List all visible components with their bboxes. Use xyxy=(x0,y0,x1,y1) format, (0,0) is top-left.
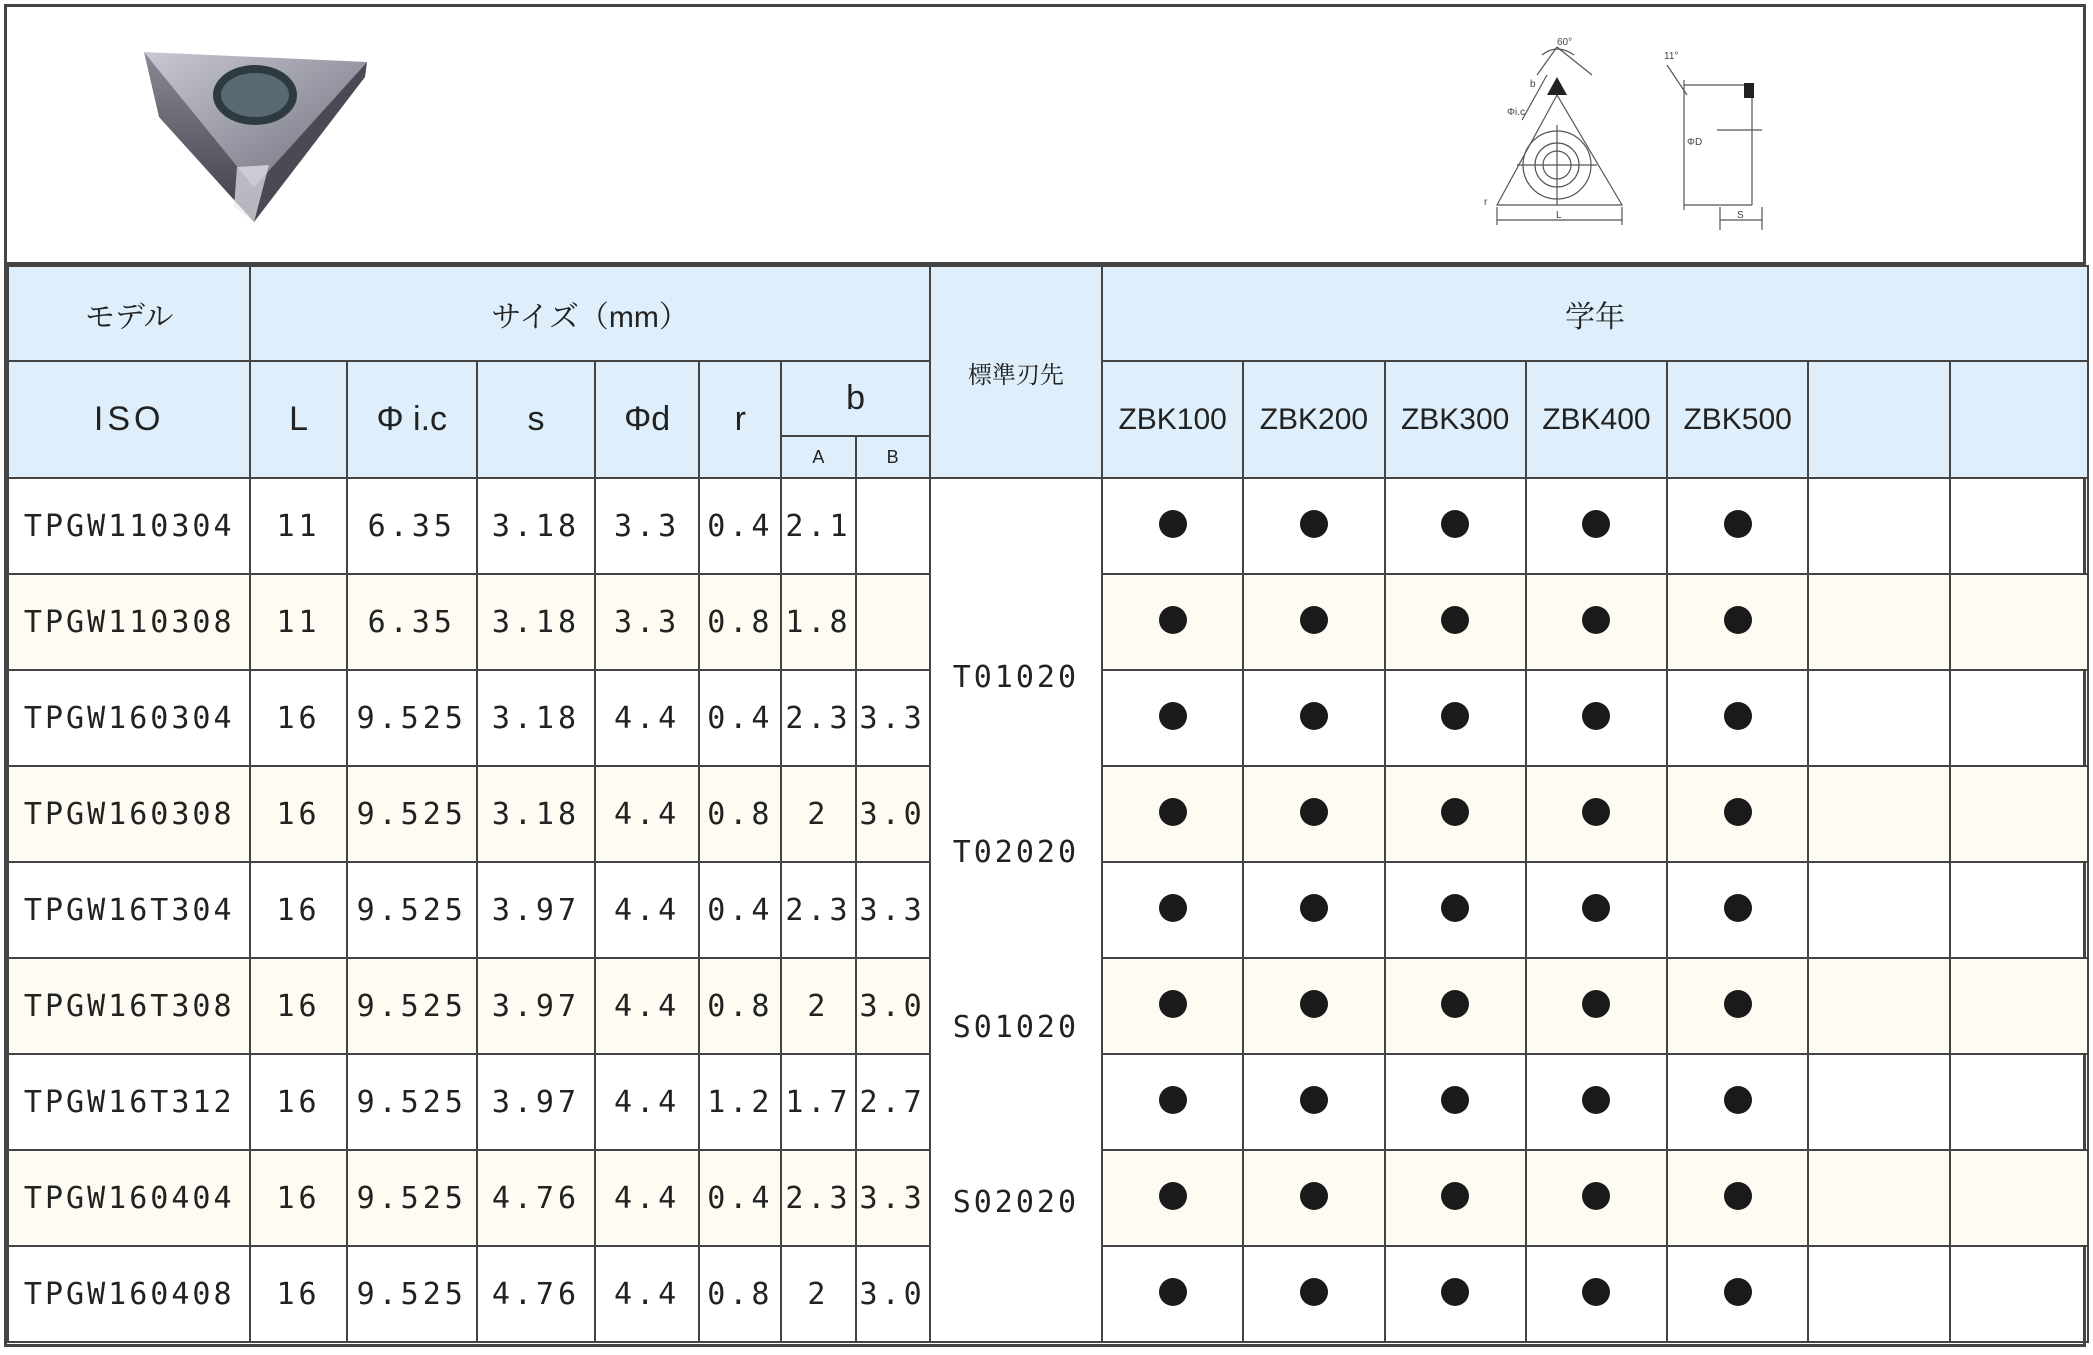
insert-photo-icon xyxy=(139,47,369,227)
r-cell: 0.8 xyxy=(699,958,781,1054)
grade-availability-cell xyxy=(1526,1150,1667,1246)
d-cell: 4.4 xyxy=(595,862,699,958)
s-cell: 3.97 xyxy=(477,1054,595,1150)
grade-availability-cell xyxy=(1243,958,1384,1054)
available-dot-icon xyxy=(1300,510,1328,538)
grade-col-header: ZBK400 xyxy=(1526,361,1667,478)
iso-cell: TPGW160404 xyxy=(8,1150,250,1246)
b-a-cell: 2.3 xyxy=(781,1150,855,1246)
available-dot-icon xyxy=(1582,1278,1610,1306)
standard-edge-header: 標準刃先 xyxy=(930,266,1102,478)
model-header: モデル xyxy=(8,266,250,361)
standard-edge-code: T01020 xyxy=(952,660,1080,695)
grade-availability-cell xyxy=(1526,766,1667,862)
available-dot-icon xyxy=(1441,1182,1469,1210)
available-dot-icon xyxy=(1300,702,1328,730)
grade-availability-cell xyxy=(1102,862,1243,958)
ic-cell: 9.525 xyxy=(347,1150,477,1246)
standard-edge-cell xyxy=(930,478,1102,1342)
available-dot-icon xyxy=(1724,1278,1752,1306)
available-dot-icon xyxy=(1300,1086,1328,1114)
iso-header: ISO xyxy=(8,361,250,478)
grade-col-header: ZBK500 xyxy=(1667,361,1808,478)
s-cell: 3.18 xyxy=(477,670,595,766)
available-dot-icon xyxy=(1300,606,1328,634)
d-cell: 4.4 xyxy=(595,670,699,766)
available-dot-icon xyxy=(1159,510,1187,538)
s-cell: 3.97 xyxy=(477,958,595,1054)
l-cell: 16 xyxy=(250,958,346,1054)
available-dot-icon xyxy=(1159,1182,1187,1210)
grade-header: 学年 xyxy=(1102,266,2088,361)
grade-availability-cell xyxy=(1526,1246,1667,1342)
b-b-header: B xyxy=(856,436,930,478)
grade-availability-cell xyxy=(1950,958,2088,1054)
grade-availability-cell xyxy=(1385,1054,1526,1150)
d-cell: 4.4 xyxy=(595,958,699,1054)
grade-availability-cell xyxy=(1102,766,1243,862)
available-dot-icon xyxy=(1582,990,1610,1018)
available-dot-icon xyxy=(1724,510,1752,538)
grade-availability-cell xyxy=(1950,670,2088,766)
grade-availability-cell xyxy=(1667,1246,1808,1342)
r-cell: 0.4 xyxy=(699,670,781,766)
available-dot-icon xyxy=(1582,1182,1610,1210)
available-dot-icon xyxy=(1300,1278,1328,1306)
s-cell: 4.76 xyxy=(477,1246,595,1342)
available-dot-icon xyxy=(1724,1182,1752,1210)
available-dot-icon xyxy=(1441,510,1469,538)
available-dot-icon xyxy=(1724,894,1752,922)
iso-cell: TPGW110304 xyxy=(8,478,250,574)
iso-cell: TPGW160408 xyxy=(8,1246,250,1342)
grade-availability-cell xyxy=(1808,1246,1949,1342)
l-cell: 16 xyxy=(250,1246,346,1342)
grade-availability-cell xyxy=(1102,1150,1243,1246)
l-cell: 11 xyxy=(250,478,346,574)
grade-availability-cell xyxy=(1667,574,1808,670)
r-cell: 0.4 xyxy=(699,862,781,958)
grade-availability-cell xyxy=(1385,478,1526,574)
grade-availability-cell xyxy=(1667,766,1808,862)
available-dot-icon xyxy=(1441,606,1469,634)
l-cell: 11 xyxy=(250,574,346,670)
available-dot-icon xyxy=(1582,702,1610,730)
available-dot-icon xyxy=(1441,798,1469,826)
grade-availability-cell xyxy=(1102,1246,1243,1342)
grade-availability-cell xyxy=(1385,1246,1526,1342)
d-cell: 4.4 xyxy=(595,1054,699,1150)
grade-availability-cell xyxy=(1808,862,1949,958)
available-dot-icon xyxy=(1582,798,1610,826)
iso-cell: TPGW16T308 xyxy=(8,958,250,1054)
b-a-cell: 2.3 xyxy=(781,862,855,958)
grade-col-header xyxy=(1950,361,2088,478)
l-cell: 16 xyxy=(250,1054,346,1150)
grade-col-header: ZBK300 xyxy=(1385,361,1526,478)
grade-availability-cell xyxy=(1667,958,1808,1054)
grade-availability-cell xyxy=(1385,574,1526,670)
grade-availability-cell xyxy=(1102,1054,1243,1150)
insert-dimension-drawing xyxy=(1462,35,1802,240)
grade-availability-cell xyxy=(1526,958,1667,1054)
available-dot-icon xyxy=(1159,606,1187,634)
grade-availability-cell xyxy=(1667,1054,1808,1150)
l-cell: 16 xyxy=(250,766,346,862)
available-dot-icon xyxy=(1724,798,1752,826)
b-b-cell: 3.3 xyxy=(856,1150,930,1246)
d-cell: 3.3 xyxy=(595,574,699,670)
grade-col-header xyxy=(1808,361,1949,478)
available-dot-icon xyxy=(1159,798,1187,826)
grade-availability-cell xyxy=(1950,766,2088,862)
grade-availability-cell xyxy=(1385,958,1526,1054)
s-cell: 4.76 xyxy=(477,1150,595,1246)
grade-availability-cell xyxy=(1667,478,1808,574)
b-a-cell: 1.7 xyxy=(781,1054,855,1150)
r-cell: 0.4 xyxy=(699,1150,781,1246)
b-a-cell: 2.3 xyxy=(781,670,855,766)
b-a-cell: 2.1 xyxy=(781,478,855,574)
available-dot-icon xyxy=(1724,606,1752,634)
s-cell: 3.18 xyxy=(477,478,595,574)
d-cell: 4.4 xyxy=(595,1246,699,1342)
grade-availability-cell xyxy=(1243,478,1384,574)
svg-text:Φi.c: Φi.c xyxy=(1507,107,1525,118)
grade-availability-cell xyxy=(1667,1150,1808,1246)
grade-availability-cell xyxy=(1526,862,1667,958)
table-row xyxy=(8,478,2088,574)
iso-cell: TPGW160308 xyxy=(8,766,250,862)
table-body xyxy=(8,478,2088,1342)
ic-cell: 6.35 xyxy=(347,574,477,670)
grade-availability-cell xyxy=(1808,1150,1949,1246)
svg-text:11°: 11° xyxy=(1664,51,1679,62)
grade-availability-cell xyxy=(1808,1054,1949,1150)
grade-availability-cell xyxy=(1385,670,1526,766)
available-dot-icon xyxy=(1300,894,1328,922)
r-cell: 0.8 xyxy=(699,574,781,670)
ic-cell: 9.525 xyxy=(347,862,477,958)
available-dot-icon xyxy=(1441,1278,1469,1306)
grade-availability-cell xyxy=(1243,1054,1384,1150)
svg-text:b: b xyxy=(1530,79,1536,90)
grade-availability-cell xyxy=(1526,478,1667,574)
grade-availability-cell xyxy=(1808,478,1949,574)
grade-availability-cell xyxy=(1243,862,1384,958)
b-b-cell: 3.0 xyxy=(856,1246,930,1342)
header-images xyxy=(7,7,2083,265)
available-dot-icon xyxy=(1300,798,1328,826)
l-cell: 16 xyxy=(250,1150,346,1246)
svg-text:L: L xyxy=(1556,210,1562,221)
grade-availability-cell xyxy=(1385,766,1526,862)
grade-availability-cell xyxy=(1526,1054,1667,1150)
b-header: b xyxy=(781,361,929,436)
iso-cell: TPGW160304 xyxy=(8,670,250,766)
grade-availability-cell xyxy=(1950,1150,2088,1246)
iso-cell: TPGW16T312 xyxy=(8,1054,250,1150)
svg-text:r: r xyxy=(1484,197,1488,208)
grade-availability-cell xyxy=(1667,862,1808,958)
grade-availability-cell xyxy=(1950,862,2088,958)
ic-cell: 9.525 xyxy=(347,1246,477,1342)
available-dot-icon xyxy=(1441,990,1469,1018)
size-header: サイズ（mm） xyxy=(250,266,929,361)
available-dot-icon xyxy=(1441,1086,1469,1114)
ic-cell: 9.525 xyxy=(347,958,477,1054)
grade-availability-cell xyxy=(1243,670,1384,766)
grade-availability-cell xyxy=(1808,958,1949,1054)
svg-text:S: S xyxy=(1737,210,1744,221)
available-dot-icon xyxy=(1582,606,1610,634)
b-b-cell xyxy=(856,478,930,574)
b-a-cell: 2 xyxy=(781,766,855,862)
b-b-cell: 3.0 xyxy=(856,766,930,862)
available-dot-icon xyxy=(1582,510,1610,538)
available-dot-icon xyxy=(1724,990,1752,1018)
grade-availability-cell xyxy=(1950,574,2088,670)
available-dot-icon xyxy=(1159,1086,1187,1114)
ic-cell: 9.525 xyxy=(347,1054,477,1150)
available-dot-icon xyxy=(1441,894,1469,922)
available-dot-icon xyxy=(1159,990,1187,1018)
grade-availability-cell xyxy=(1808,574,1949,670)
svg-text:ΦD: ΦD xyxy=(1687,137,1703,148)
s-cell: 3.18 xyxy=(477,766,595,862)
ic-cell: 6.35 xyxy=(347,478,477,574)
grade-availability-cell xyxy=(1243,766,1384,862)
available-dot-icon xyxy=(1582,894,1610,922)
r-cell: 0.4 xyxy=(699,478,781,574)
available-dot-icon xyxy=(1159,894,1187,922)
s-header: s xyxy=(477,361,595,478)
b-b-cell: 3.3 xyxy=(856,670,930,766)
l-cell: 16 xyxy=(250,862,346,958)
grade-availability-cell xyxy=(1526,574,1667,670)
d-cell: 4.4 xyxy=(595,766,699,862)
grade-availability-cell xyxy=(1102,574,1243,670)
svg-text:60°: 60° xyxy=(1557,37,1573,48)
s-cell: 3.18 xyxy=(477,574,595,670)
l-cell: 16 xyxy=(250,670,346,766)
available-dot-icon xyxy=(1724,702,1752,730)
r-cell: 0.8 xyxy=(699,1246,781,1342)
d-header: Φd xyxy=(595,361,699,478)
grade-availability-cell xyxy=(1950,1054,2088,1150)
grade-availability-cell xyxy=(1385,1150,1526,1246)
ic-cell: 9.525 xyxy=(347,766,477,862)
catalog-frame xyxy=(4,4,2086,1347)
l-header: L xyxy=(250,361,346,478)
grade-availability-cell xyxy=(1102,670,1243,766)
b-b-cell: 2.7 xyxy=(856,1054,930,1150)
available-dot-icon xyxy=(1300,1182,1328,1210)
grade-availability-cell xyxy=(1808,766,1949,862)
grade-availability-cell xyxy=(1102,958,1243,1054)
available-dot-icon xyxy=(1159,702,1187,730)
available-dot-icon xyxy=(1724,1086,1752,1114)
b-a-header: A xyxy=(781,436,855,478)
r-cell: 1.2 xyxy=(699,1054,781,1150)
ic-cell: 9.525 xyxy=(347,670,477,766)
grade-availability-cell xyxy=(1667,670,1808,766)
standard-edge-code: S01020 xyxy=(952,1010,1080,1045)
s-cell: 3.97 xyxy=(477,862,595,958)
grade-availability-cell xyxy=(1385,862,1526,958)
grade-availability-cell xyxy=(1526,670,1667,766)
grade-availability-cell xyxy=(1243,1246,1384,1342)
iso-cell: TPGW110308 xyxy=(8,574,250,670)
iso-cell: TPGW16T304 xyxy=(8,862,250,958)
insert-spec-table xyxy=(7,265,2089,1343)
b-b-cell xyxy=(856,574,930,670)
grade-availability-cell xyxy=(1950,1246,2088,1342)
b-a-cell: 2 xyxy=(781,958,855,1054)
grade-availability-cell xyxy=(1950,478,2088,574)
d-cell: 4.4 xyxy=(595,1150,699,1246)
r-header: r xyxy=(699,361,781,478)
grade-col-header: ZBK200 xyxy=(1243,361,1384,478)
b-b-cell: 3.3 xyxy=(856,862,930,958)
b-a-cell: 2 xyxy=(781,1246,855,1342)
grade-col-header: ZBK100 xyxy=(1102,361,1243,478)
grade-availability-cell xyxy=(1243,1150,1384,1246)
b-b-cell: 3.0 xyxy=(856,958,930,1054)
grade-availability-cell xyxy=(1243,574,1384,670)
available-dot-icon xyxy=(1159,1278,1187,1306)
available-dot-icon xyxy=(1441,702,1469,730)
grade-availability-cell xyxy=(1102,478,1243,574)
available-dot-icon xyxy=(1300,990,1328,1018)
ic-header: Φ i.c xyxy=(347,361,477,478)
grade-availability-cell xyxy=(1808,670,1949,766)
b-a-cell: 1.8 xyxy=(781,574,855,670)
d-cell: 3.3 xyxy=(595,478,699,574)
standard-edge-code: T02020 xyxy=(952,835,1080,870)
r-cell: 0.8 xyxy=(699,766,781,862)
standard-edge-code: S02020 xyxy=(952,1185,1080,1220)
available-dot-icon xyxy=(1582,1086,1610,1114)
